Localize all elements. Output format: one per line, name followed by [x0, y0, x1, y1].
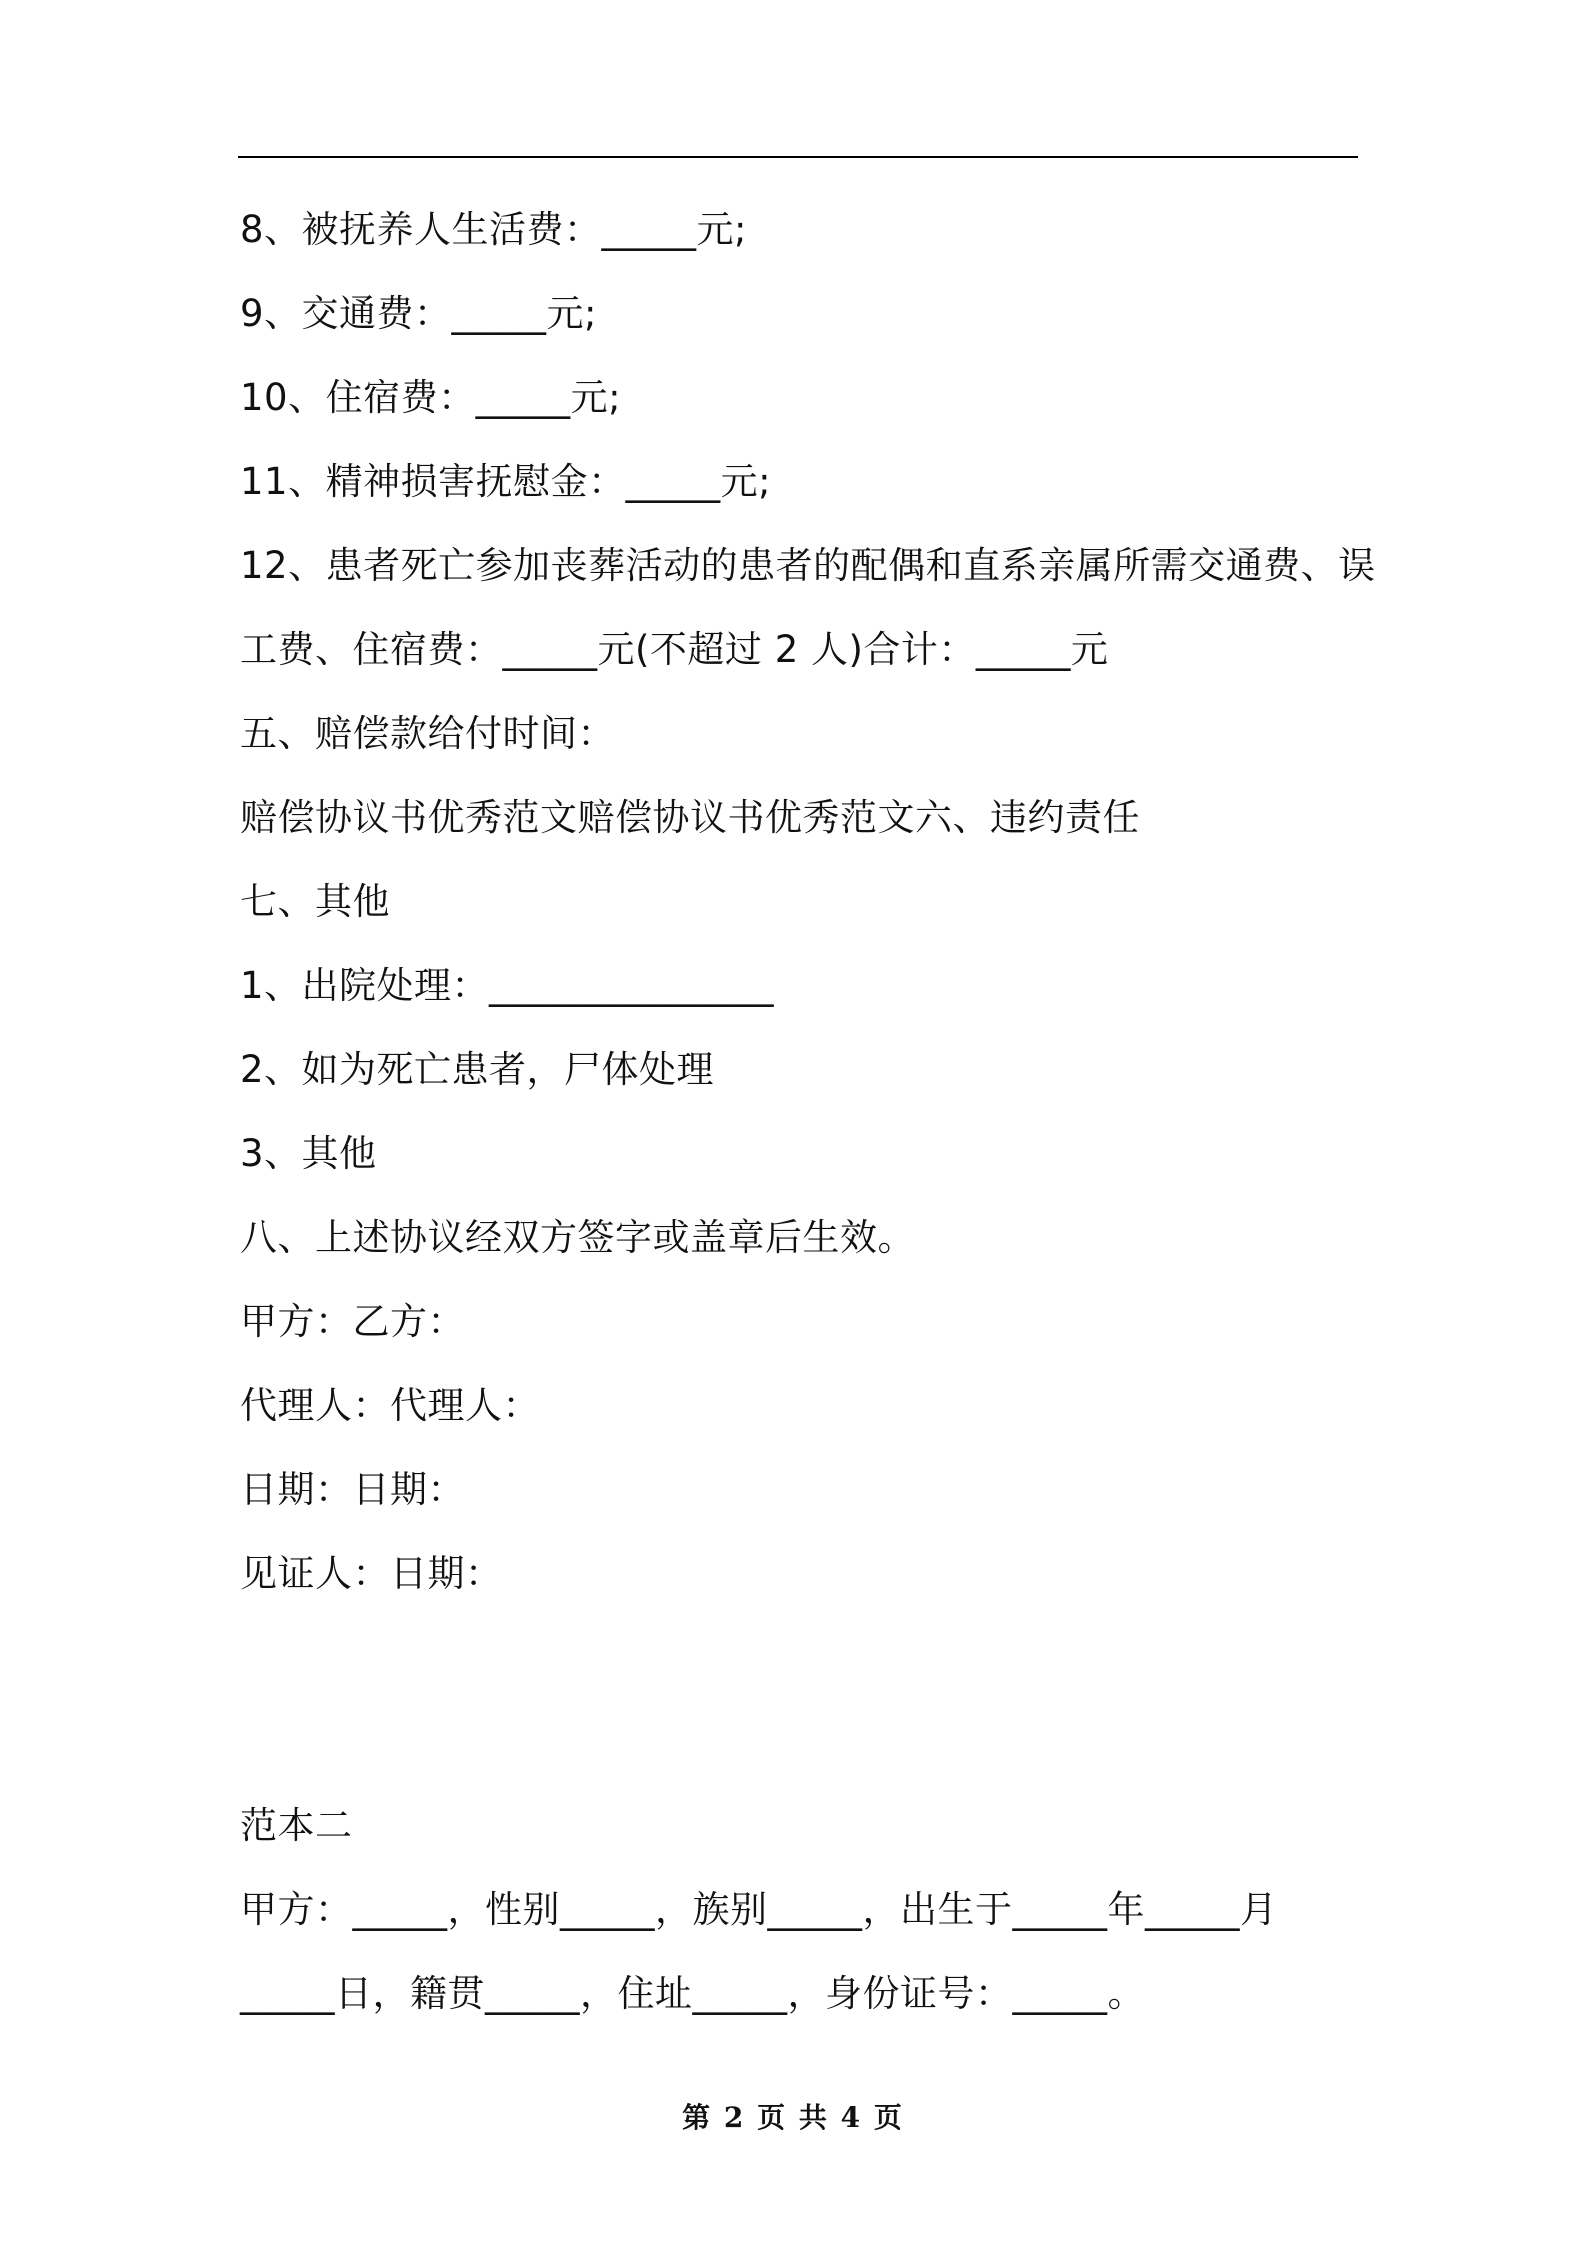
item-11-mental-damage-comfort: 11、精神损害抚慰金：_____元;	[240, 460, 772, 503]
item-discharge-handling: 1、出院处理：_______________	[240, 964, 775, 1007]
item-9-transport-cost: 9、交通费：_____元;	[240, 292, 598, 335]
signature-agents: 代理人：代理人：	[240, 1384, 540, 1427]
template-2-title: 范本二	[240, 1804, 353, 1847]
header-rule	[238, 156, 1358, 158]
item-12-funeral-cost-line1: 12、患者死亡参加丧葬活动的患者的配偶和直系亲属所需交通费、误	[240, 544, 1376, 587]
signature-parties: 甲方：乙方：	[240, 1300, 465, 1343]
section-6-breach-liability: 赔偿协议书优秀范文赔偿协议书优秀范文六、违约责任	[240, 796, 1140, 839]
document-body	[240, 200, 1376, 2048]
party-a-info-line1: 甲方：_____，性别_____，族别_____，出生于_____年_____月	[240, 1888, 1278, 1931]
item-body-handling: 2、如为死亡患者，尸体处理	[240, 1048, 715, 1091]
section-7-other: 七、其他	[240, 880, 390, 923]
item-12-funeral-cost-line2: 工费、住宿费：_____元(不超过 2 人)合计：_____元	[240, 628, 1109, 671]
party-a-info-line2: _____日，籍贯_____，住址_____，身份证号：_____。	[240, 1972, 1145, 2015]
section-8-effectiveness: 八、上述协议经双方签字或盖章后生效。	[240, 1216, 915, 1259]
signature-witness: 见证人：日期：	[240, 1552, 503, 1595]
page-number: 第 2 页 共 4 页	[682, 2101, 904, 2134]
item-10-lodging-cost: 10、住宿费：_____元;	[240, 376, 622, 419]
section-5-payment-time: 五、赔偿款给付时间：	[240, 712, 615, 755]
item-8-dependent-living-cost: 8、被抚养人生活费：_____元;	[240, 208, 748, 251]
item-other: 3、其他	[240, 1132, 377, 1175]
signature-dates: 日期：日期：	[240, 1468, 465, 1511]
